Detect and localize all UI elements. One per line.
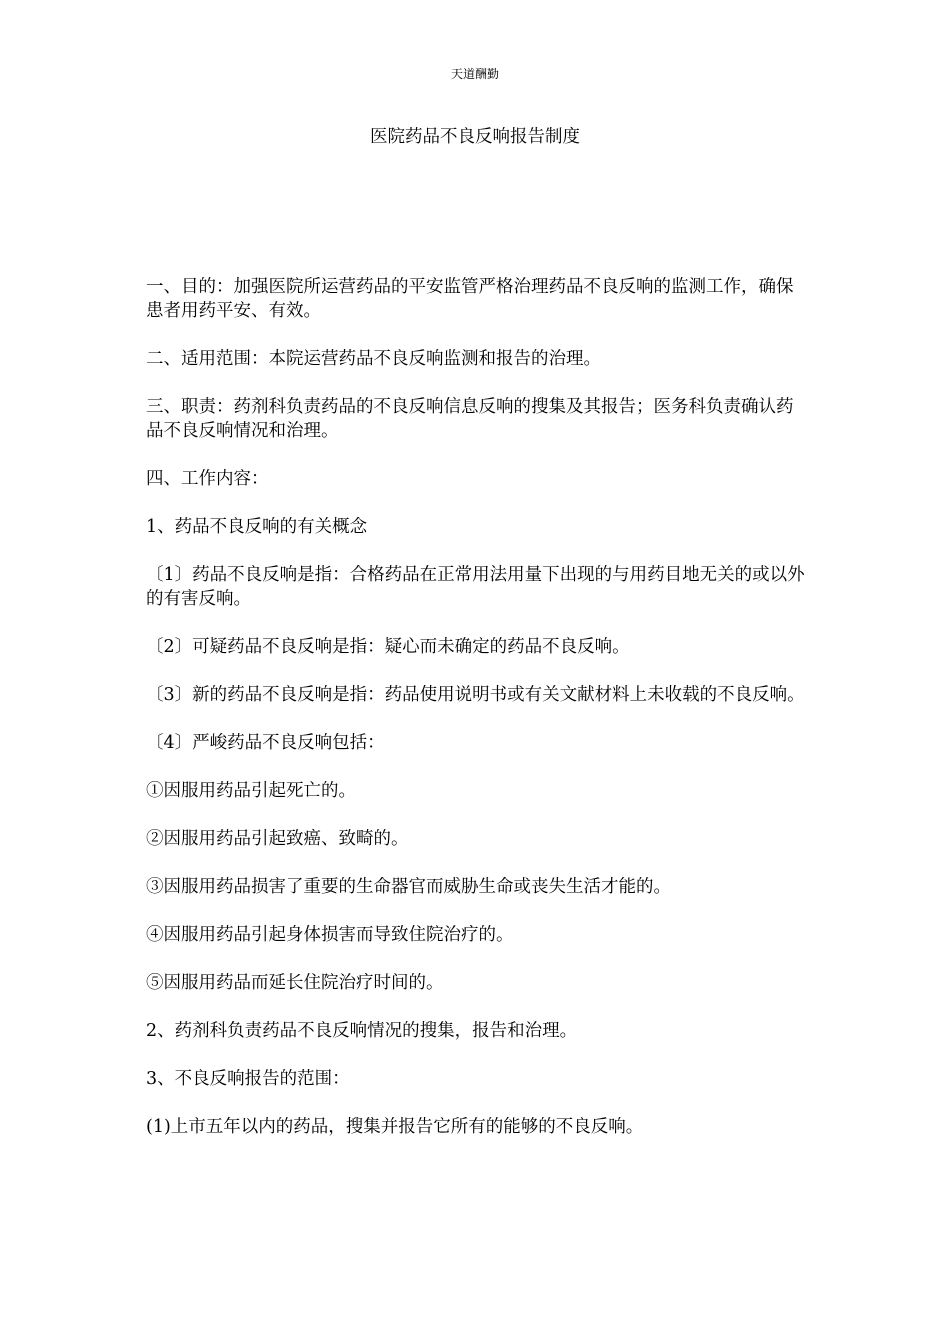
document-title: 医院药品不良反响报告制度 [370,127,580,147]
list-item-serious-adr-2: ②因服用药品引起致癌、致畸的。 [146,829,409,849]
paragraph-work-content-heading: 四、工作内容： [146,469,269,489]
paragraph-definition-suspected-adr: 〔2〕可疑药品不良反响是指：疑心而未确定的药品不良反响。 [146,637,630,657]
list-item-serious-adr-5: ⑤因服用药品而延长住院治疗时间的。 [146,973,444,993]
paragraph-definition-new-adr: 〔3〕新的药品不良反响是指：药品使用说明书或有关文献材料上未收载的不良反响。 [146,685,805,705]
page-header: 天道酬勤 [450,67,499,81]
paragraph-report-scope-1: (1)上市五年以内的药品，搜集并报告它所有的能够的不良反响。 [146,1117,644,1137]
paragraph-responsibilities: 三、职责：药剂科负责药品的不良反响信息反响的搜集及其报告；医务科负责确认药品不良反响情况和治理。 [146,397,794,441]
paragraph-pharmacy-responsibility: 2、药剂科负责药品不良反响情况的搜集，报告和治理。 [146,1021,578,1041]
paragraph-scope: 二、适用范围：本院运营药品不良反响监测和报告的治理。 [146,349,601,369]
paragraph-serious-adr-heading: 〔4〕严峻药品不良反响包括： [146,733,385,753]
paragraph-report-scope-heading: 3、不良反响报告的范围： [146,1069,350,1089]
document-body [146,275,806,1163]
list-item-serious-adr-1: ①因服用药品引起死亡的。 [146,781,356,801]
paragraph-concepts-heading: 1、药品不良反响的有关概念 [146,517,368,537]
paragraph-purpose: 一、目的：加强医院所运营药品的平安监管严格治理药品不良反响的监测工作，确保患者用药平安、有效。 [146,277,794,321]
list-item-serious-adr-3: ③因服用药品损害了重要的生命器官而威胁生命或丧失生活才能的。 [146,877,671,897]
list-item-serious-adr-4: ④因服用药品引起身体损害而导致住院治疗的。 [146,925,514,945]
paragraph-definition-adr: 〔1〕药品不良反响是指：合格药品在正常用法用量下出现的与用药目地无关的或以外的有害反响。 [146,565,805,609]
